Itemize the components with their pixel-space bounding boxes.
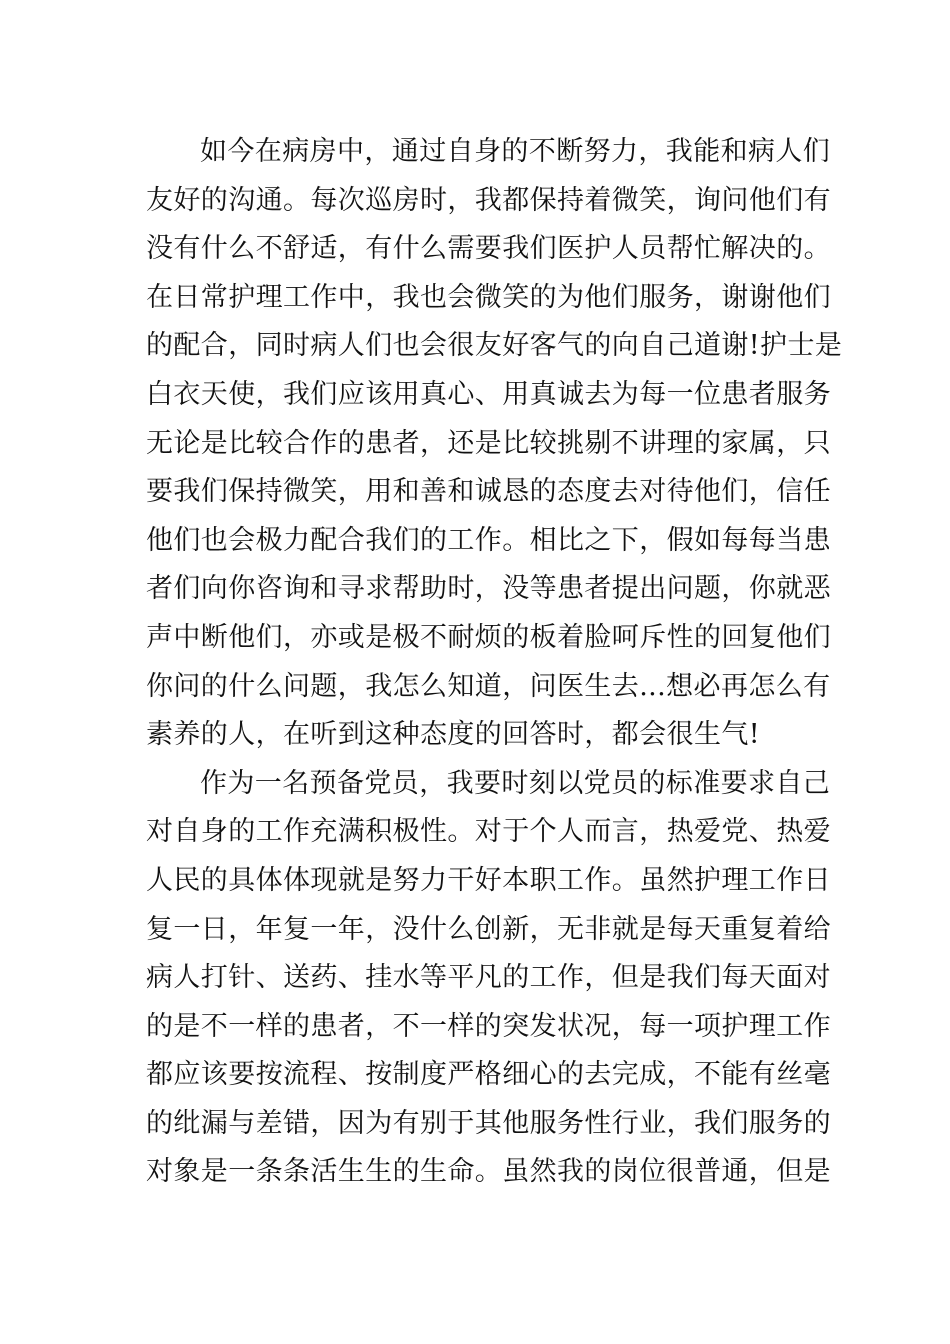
paragraph-2-line-1: 作为一名预备党员，我要时刻以党员的标准要求自己 xyxy=(200,767,831,799)
paragraph-2-line-3: 人民的具体体现就是努力干好本职工作。虽然护理工作日 xyxy=(146,864,831,896)
paragraph-1-line-4: 在日常护理工作中，我也会微笑的为他们服务，谢谢他们 xyxy=(146,281,831,313)
paragraph-1-line-12: 你问的什么问题，我怎么知道，问医生去...想必再怎么有 xyxy=(146,670,831,702)
paragraph-2-line-7: 都应该要按流程、按制度严格细心的去完成，不能有丝毫 xyxy=(146,1059,831,1091)
paragraph-1-line-11: 声中断他们，亦或是极不耐烦的板着脸呵斥性的回复他们 xyxy=(146,621,831,653)
paragraph-1-line-10: 者们向你咨询和寻求帮助时，没等患者提出问题，你就恶 xyxy=(146,573,831,605)
paragraph-1-line-8: 要我们保持微笑，用和善和诚恳的态度去对待他们，信任 xyxy=(146,476,831,508)
paragraph-2-line-9: 对象是一条条活生生的生命。虽然我的岗位很普通，但是 xyxy=(146,1156,831,1188)
paragraph-1-line-9: 他们也会极力配合我们的工作。相比之下，假如每每当患 xyxy=(146,524,831,556)
paragraph-1-line-5: 的配合，同时病人们也会很友好客气的向自己道谢!护士是 xyxy=(146,330,843,362)
paragraph-1-line-13: 素养的人，在听到这种态度的回答时，都会很生气! xyxy=(146,719,761,751)
paragraph-2-line-5: 病人打针、送药、挂水等平凡的工作，但是我们每天面对 xyxy=(146,962,831,994)
paragraph-2-line-2: 对自身的工作充满积极性。对于个人而言，热爱党、热爱 xyxy=(146,816,831,848)
paragraph-1-line-7: 无论是比较合作的患者，还是比较挑剔不讲理的家属，只 xyxy=(146,427,831,459)
paragraph-1-line-1: 如今在病房中，通过自身的不断努力，我能和病人们 xyxy=(200,136,831,167)
paragraph-2-line-8: 的纰漏与差错，因为有别于其他服务性行业，我们服务的 xyxy=(146,1107,831,1139)
paragraph-1-line-3: 没有什么不舒适，有什么需要我们医护人员帮忙解决的。 xyxy=(146,233,831,265)
body-text xyxy=(146,128,843,1197)
paragraph-1-line-2: 友好的沟通。每次巡房时，我都保持着微笑，询问他们有 xyxy=(146,184,831,216)
paragraph-2-line-6: 的是不一样的患者，不一样的突发状况，每一项护理工作 xyxy=(146,1010,831,1042)
paragraph-2-line-4: 复一日，年复一年，没什么创新，无非就是每天重复着给 xyxy=(146,913,831,945)
paragraph-1-line-6: 白衣天使，我们应该用真心、用真诚去为每一位患者服务 xyxy=(146,378,831,410)
